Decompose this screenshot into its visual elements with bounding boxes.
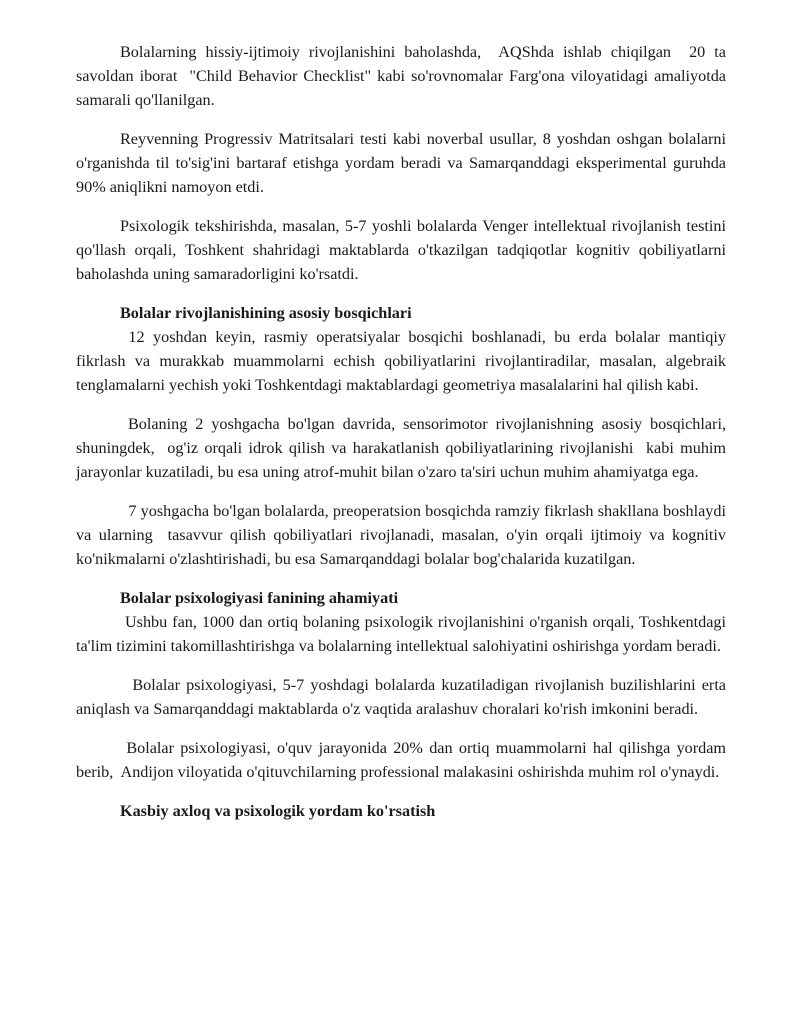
section-paragraph: 7 yoshgacha bo'lgan bolalarda, preoperatsion bosqichda ramziy fikrlash shakllana boshlaydi va ularning tasavvur qilish qobiliyatlari rivojlanadi, masalan, o'yin orqali ijtimoiy va kognitiv ko'nikmalarni o'zlashtirishadi, bu esa Samarqanddagi bolalar bog'chalarida kuzatilgan.	[76, 502, 731, 568]
intro-paragraph: Bolalarning hissiy-ijtimoiy rivojlanishini baholashda, AQShda ishlab chiqilgan 20 ta savoldan iborat "Child Behavior Checklist" kabi so'rovnomalar Farg'ona viloyatidagi amaliyotda samarali qo'llanilgan.	[76, 43, 731, 109]
document-page	[76, 40, 731, 823]
section-professional-ethics	[76, 799, 726, 823]
section-heading: Bolalar rivojlanishining asosiy bosqichlari	[120, 304, 412, 322]
section-paragraph: Bolalar psixologiyasi, o'quv jarayonida 20% dan ortiq muammolarni hal qilishga yordam berib, Andijon viloyatida o'qituvchilarning professional malakasini oshirishda muhim rol o'ynaydi.	[76, 739, 731, 781]
section-paragraph: Bolaning 2 yoshgacha bo'lgan davrida, sensorimotor rivojlanishning asosiy bosqichlari, shuningdek, og'iz orqali idrok qilish va harakatlanish qobiliyatlarining rivojlanishi kabi muhim jarayonlar kuzatiladi, bu esa uning atrof-muhit bilan o'zaro ta'siri uchun muhim ahamiyatga ega.	[76, 415, 731, 481]
intro-paragraph: Psixologik tekshirishda, masalan, 5-7 yoshli bolalarda Venger intellektual rivojlanish testini qo'llash orqali, Toshkent shahridagi maktablarda o'tkazilgan tadqiqotlar kognitiv qobiliyatlarni baholashda uning samaradorligini ko'rsatdi.	[76, 217, 731, 283]
section-heading: Kasbiy axloq va psixologik yordam ko'rsatish	[120, 802, 436, 820]
section-heading: Bolalar psixologiyasi fanining ahamiyati	[120, 589, 399, 607]
section-paragraph: Bolalar psixologiyasi, 5-7 yoshdagi bolalarda kuzatiladigan rivojlanish buzilishlarini erta aniqlash va Samarqanddagi maktablarda o'z vaqtida aralashuv choralari ko'rish imkonini beradi.	[76, 676, 731, 718]
section-paragraph: 12 yoshdan keyin, rasmiy operatsiyalar bosqichi boshlanadi, bu erda bolalar mantiqiy fikrlash va murakkab muammolarni echish qobiliyatlarini rivojlantiradilar, masalan, algebraik tenglamalarni yechish yoki Toshkentdagi maktablardagi geometriya masalalarini hal qilish kabi.	[76, 328, 731, 394]
section-development-stages	[76, 301, 731, 571]
section-paragraph: Ushbu fan, 1000 dan ortiq bolaning psixologik rivojlanishini o'rganish orqali, Toshkentdagi ta'lim tizimini takomillashtirishga va bolalarning intellektual salohiyatini oshirishga yordam beradi.	[76, 613, 731, 655]
intro-paragraph: Reyvenning Progressiv Matritsalari testi kabi noverbal usullar, 8 yoshdan oshgan bolalarni o'rganishda til to'sig'ini bartaraf etishga yordam beradi va Samarqanddagi eksperimental guruhda 90% aniqlikni namoyon etdi.	[76, 130, 731, 196]
section-child-psychology-importance	[76, 586, 731, 784]
